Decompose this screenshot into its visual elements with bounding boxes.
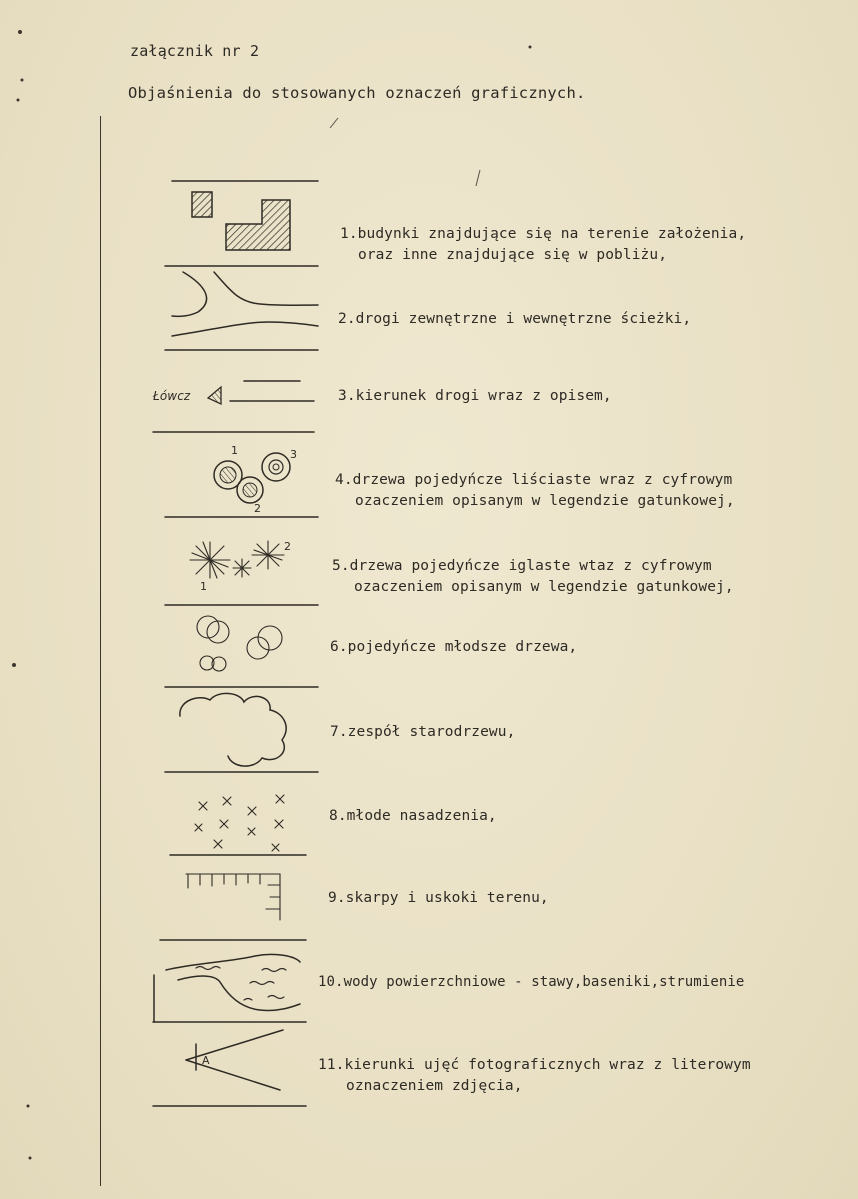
page-title: Objaśnienia do stosowanych oznaczeń graficznych. bbox=[128, 84, 586, 102]
legend-item-3: 3.kierunek drogi wraz z opisem, bbox=[338, 388, 612, 404]
legend-item-6: 6.pojedyńcze młodsze drzewa, bbox=[330, 639, 578, 655]
legend-item-5-line-2: ozaczeniem opisanym w legendzie gatunkowej, bbox=[354, 579, 734, 595]
legend-item-8: 8.młode nasadzenia, bbox=[329, 808, 497, 824]
tree-number-3: 3 bbox=[290, 448, 298, 461]
legend-item-11-line-2: oznaczeniem zdjęcia, bbox=[346, 1078, 523, 1094]
tree-number-2: 2 bbox=[254, 502, 262, 515]
conifer-number-2: 2 bbox=[284, 540, 292, 553]
legend-item-4-line-2: ozaczeniem opisanym w legendzie gatunkowej, bbox=[355, 493, 735, 509]
legend-item-2: 2.drogi zewnętrzne i wewnętrzne ścieżki, bbox=[338, 311, 692, 327]
legend-item-9: 9.skarpy i uskoki terenu, bbox=[328, 890, 549, 906]
attachment-label: załącznik nr 2 bbox=[130, 42, 260, 60]
conifer-number-1: 1 bbox=[200, 580, 208, 593]
legend-item-1-line-1: 1.budynki znajdujące się na terenie założenia, bbox=[340, 226, 747, 242]
legend-item-4-line-1: 4.drzewa pojedyńcze liściaste wraz z cyfrowym bbox=[335, 472, 733, 488]
legend-item-1-line-2: oraz inne znajdujące się w pobliżu, bbox=[358, 247, 668, 263]
road-direction-label: Łówcz bbox=[153, 389, 191, 403]
tree-number-1: 1 bbox=[231, 444, 239, 457]
legend-item-5-line-1: 5.drzewa pojedyńcze iglaste wtaz z cyfrowym bbox=[332, 558, 712, 574]
legend-item-7: 7.zespół starodrzewu, bbox=[330, 724, 516, 740]
legend-item-10: 10.wody powierzchniowe - stawy,baseniki,strumienie bbox=[318, 974, 745, 990]
photo-letter: A bbox=[202, 1054, 210, 1067]
legend-item-11-line-1: 11.kierunki ujęć fotograficznych wraz z literowym bbox=[318, 1057, 751, 1073]
